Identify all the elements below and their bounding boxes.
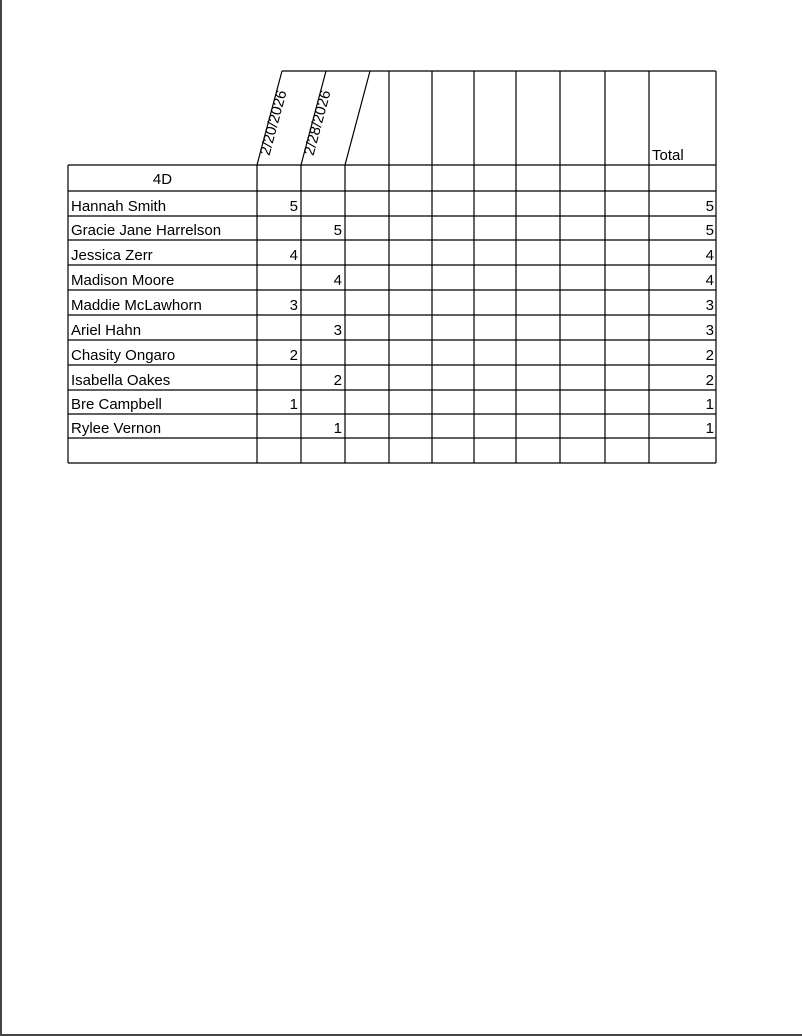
- score-cell: 2: [289, 347, 298, 364]
- row-name: Ariel Hahn: [71, 322, 142, 339]
- total-cell: 2: [705, 372, 714, 389]
- row-name: Rylee Vernon: [71, 420, 162, 437]
- row-name: Gracie Jane Harrelson: [71, 222, 222, 239]
- score-cell: 1: [289, 396, 298, 413]
- score-cell: 2: [333, 372, 342, 389]
- total-cell: 3: [705, 297, 714, 314]
- row-name: Chasity Ongaro: [71, 347, 176, 364]
- total-cell: 5: [705, 198, 714, 215]
- total-cell: 1: [705, 396, 714, 413]
- score-cell: 1: [333, 420, 342, 437]
- slanted-header-border: [345, 71, 370, 165]
- row-name: Isabella Oakes: [71, 372, 171, 389]
- total-header: Total: [652, 147, 684, 164]
- row-name: Maddie McLawhorn: [71, 297, 202, 314]
- row-name: Madison Moore: [71, 272, 175, 289]
- total-cell: 3: [705, 322, 714, 339]
- row-name: Hannah Smith: [71, 198, 167, 215]
- total-cell: 4: [705, 247, 714, 264]
- score-cell: 3: [289, 297, 298, 314]
- score-cell: 4: [333, 272, 342, 289]
- row-name: Bre Campbell: [71, 396, 162, 413]
- score-cell: 4: [289, 247, 298, 264]
- score-cell: 3: [333, 322, 342, 339]
- total-cell: 1: [705, 420, 714, 437]
- score-cell: 5: [333, 222, 342, 239]
- total-cell: 4: [705, 272, 714, 289]
- group-label: 4D: [152, 171, 173, 188]
- total-cell: 2: [705, 347, 714, 364]
- total-cell: 5: [705, 222, 714, 239]
- date-header: 2/28/2026: [300, 88, 335, 158]
- row-name: Jessica Zerr: [71, 247, 153, 264]
- date-header: 2/20/2026: [256, 88, 291, 158]
- score-cell: 5: [289, 198, 298, 215]
